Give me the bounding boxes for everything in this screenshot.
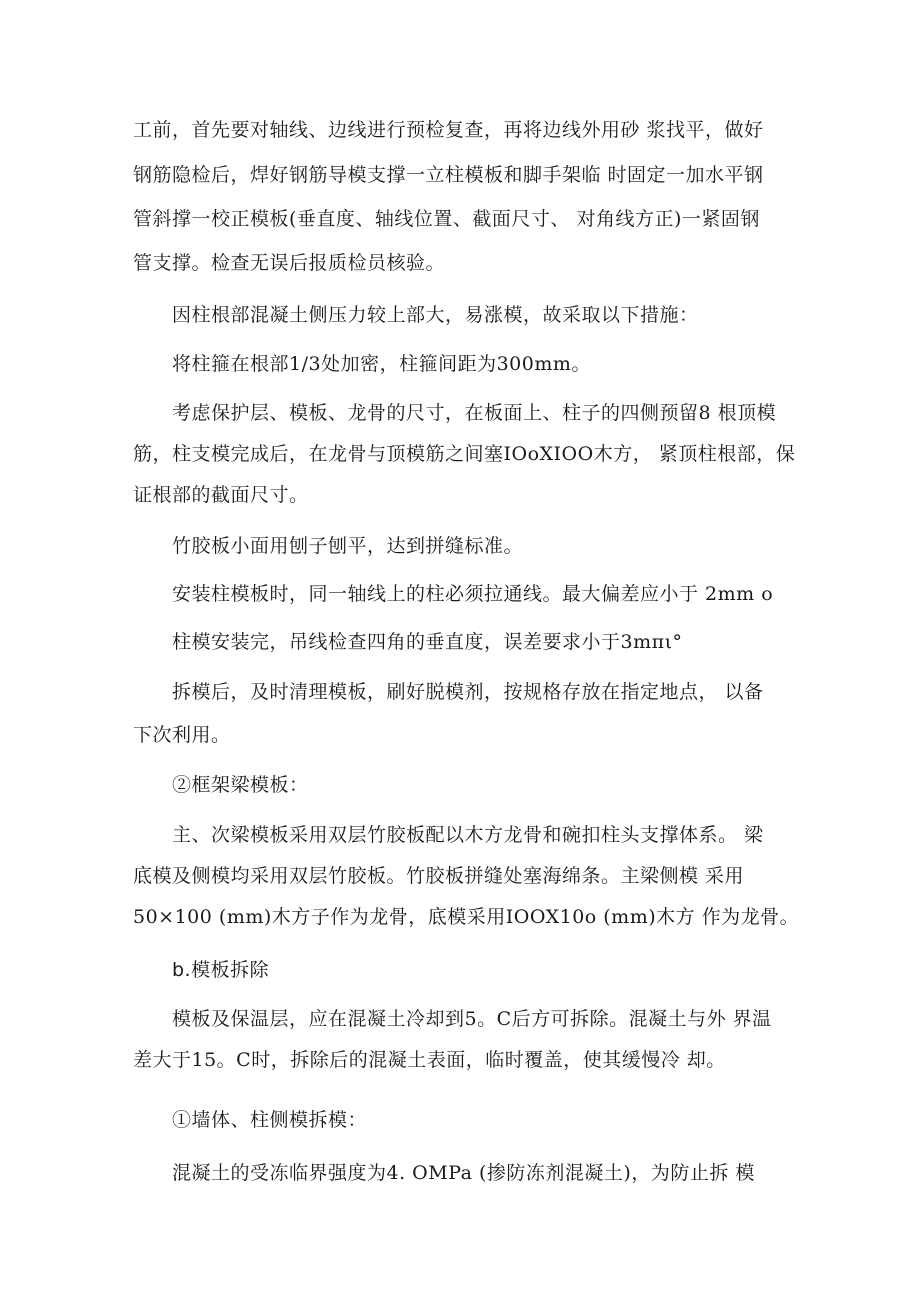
section-heading: ②框架梁模板： [172,774,309,796]
section-heading: ①墙体、柱侧模拆模： [172,1109,368,1131]
text-line: 主、次梁模板采用双层竹胶板配以木方龙骨和碗扣柱头支撑体系。 梁 [172,824,764,846]
text-line: 考虑保护层、模板、龙骨的尺寸，在板面上、柱子的四侧预留8 根顶模 [172,402,777,424]
text-line: 拆模后，及时清理模板，刷好脱模剂，按规格存放在指定地点， 以备 [172,681,764,703]
text-line: 钢筋隐检后，焊好钢筋导模支撑一立柱模板和脚手架临 时固定一加水平钢 [133,164,764,186]
text-line: 差大于15。C时，拆除后的混凝土表面，临时覆盖，使其缓慢冷 却。 [133,1049,726,1071]
text-line: 模板及保温层，应在混凝土冷却到5。C后方可拆除。混凝土与外 界温 [172,1008,772,1030]
section-heading: b.模板拆除 [172,959,270,981]
text-line: 管支撑。检查无误后报质检员核验。 [133,252,446,274]
text-line: 底模及侧模均采用双层竹胶板。竹胶板拼缝处塞海绵条。主梁侧模 采用 [133,865,745,887]
text-line: 筋，柱支模完成后，在龙骨与顶模筋之间塞IOoXIOO木方， 紧顶柱根部，保 [133,443,796,465]
text-line: 混凝土的受冻临界强度为4. OMPa (掺防冻剂混凝土)，为防止拆 模 [172,1162,755,1184]
text-line: 柱模安装完，吊线检查四角的垂直度，误差要求小于3mπι° [172,631,683,653]
text-line: 因柱根部混凝土侧压力较上部大，易涨模，故采取以下措施： [172,304,699,326]
text-line: 安装柱模板时，同一轴线上的柱必须拉通线。最大偏差应小于 2mm o [172,583,774,605]
text-line: 50×100 (mm)木方子作为龙骨，底模采用IOOX10o (mm)木方 作为龙骨。 [133,906,800,928]
text-line: 证根部的截面尺寸。 [133,484,309,506]
text-line: 竹胶板小面用刨子刨平，达到拼缝标准。 [172,535,524,557]
text-line: 管斜撑一校正模板(垂直度、轴线位置、截面尺寸、 对角线方正)一紧固钢 [133,208,760,230]
text-line: 工前，首先要对轴线、边线进行预检复查，再将边线外用砂 浆找平，做好 [133,119,764,141]
text-line: 下次利用。 [133,724,231,746]
text-line: 将柱箍在根部1/3处加密，柱箍间距为300mm。 [172,353,591,375]
